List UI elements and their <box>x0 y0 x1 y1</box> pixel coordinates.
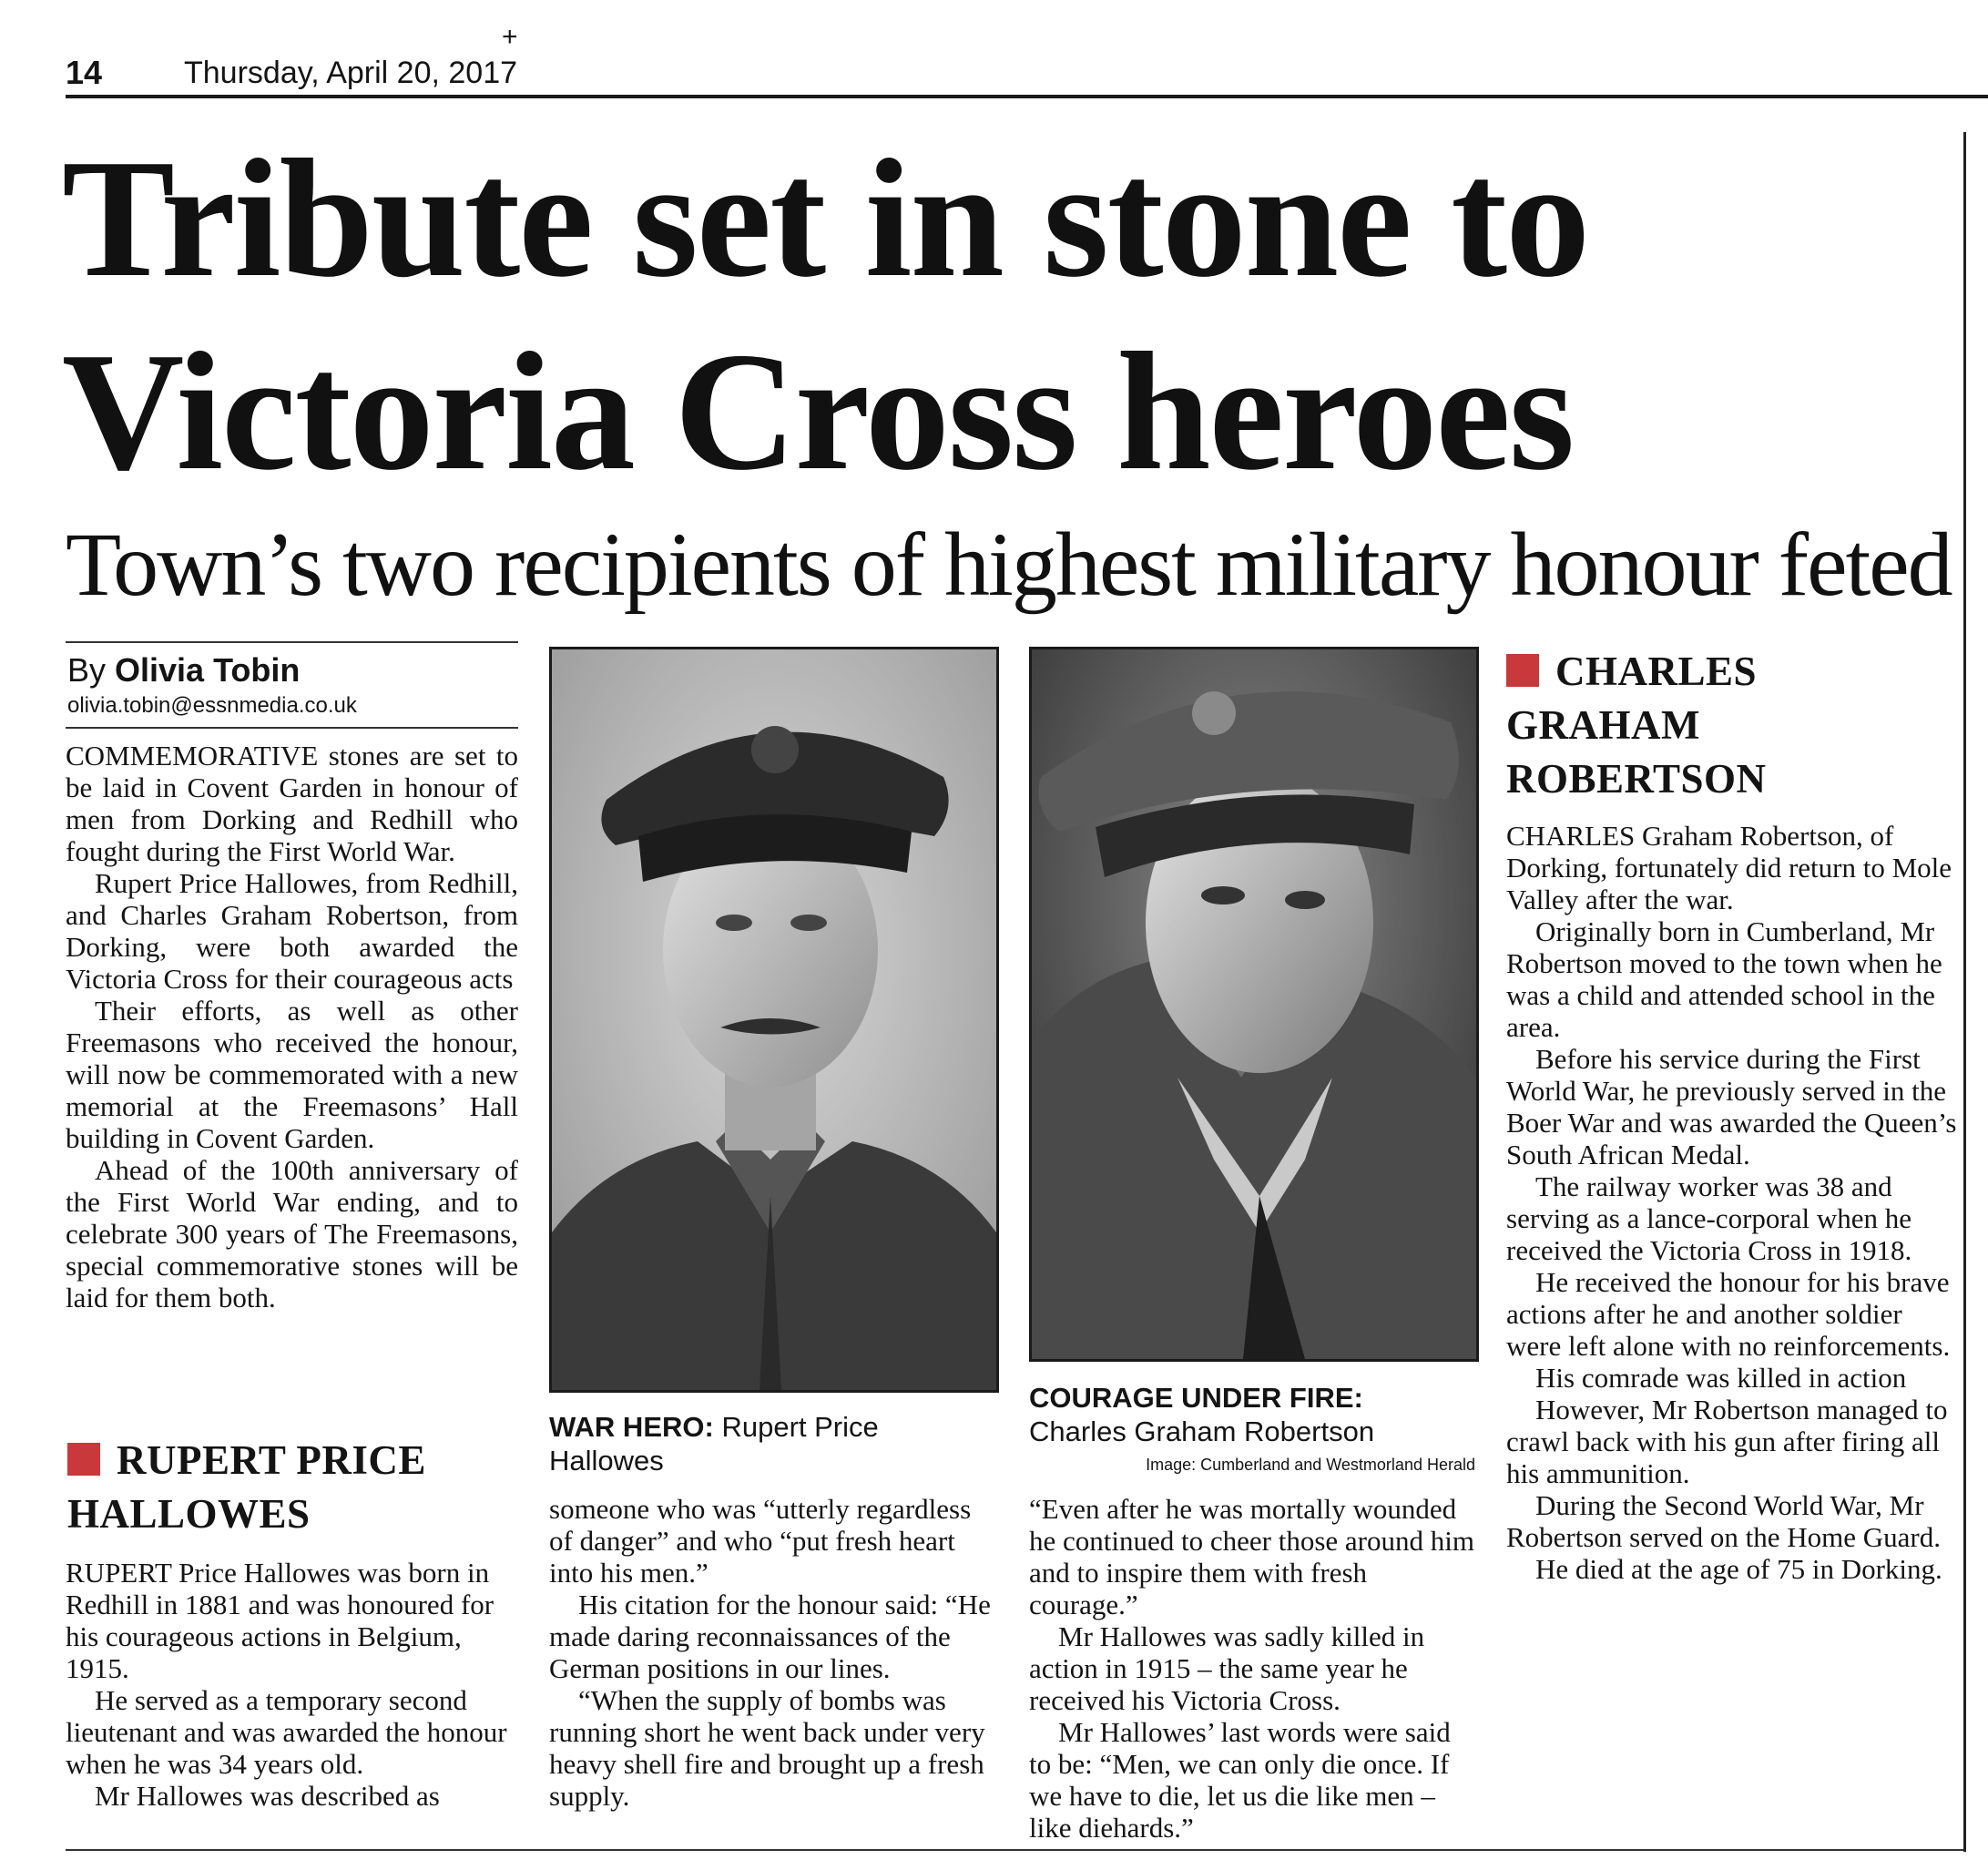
folio-line <box>66 53 1988 98</box>
photo-caption <box>1029 1381 1475 1448</box>
body-paragraph: He received the honour for his brave actions after he and another soldier were left alone with no reinforcements. <box>1506 1266 1951 1362</box>
body-paragraph: “Even after he was mortally wounded he continued to cheer those around him and to inspire them with fresh courage.” <box>1029 1493 1474 1620</box>
body-paragraph: Their efforts, as well as other Freemasons who received the honour, will now be commemorated with a new memorial at the Freemasons’ Hall building in Covent Garden. <box>66 995 518 1154</box>
body-paragraph: RUPERT Price Hallowes was born in Redhill in 1881 and was honoured for his courageous actions in Belgium, 1915. <box>66 1557 494 1684</box>
author-name: Olivia Tobin <box>115 651 301 689</box>
byline <box>66 641 518 729</box>
page-number: 14 <box>66 54 103 91</box>
bottom-rule <box>66 1849 1963 1851</box>
headline-line-1: Tribute set in stone to <box>62 125 1589 312</box>
body-paragraph: someone who was “utterly regardless of danger” and who “put fresh heart into his men.” <box>549 1493 972 1589</box>
robertson-column <box>1506 820 1958 1585</box>
red-square-marker <box>67 1443 100 1476</box>
caption-lead: COURAGE UNDER FIRE: <box>1029 1382 1363 1414</box>
author-email: olivia.tobin@essnmedia.co.uk <box>67 693 357 718</box>
column-2 <box>549 1493 995 1812</box>
caption-text: Charles Graham Robertson <box>1029 1415 1375 1447</box>
subheadline: Town’s two recipients of highest military honour feted <box>66 514 1952 615</box>
red-square-marker <box>1506 654 1539 687</box>
subhead-text: CHARLES GRAHAM ROBERTSON <box>1506 649 1767 802</box>
crop-mark: + <box>502 22 518 52</box>
body-paragraph: Originally born in Cumberland, Mr Robertson moved to the town when he was a child and attended school in the area. <box>1506 915 1942 1043</box>
body-paragraph: However, Mr Robertson managed to crawl back with his gun after firing all his ammunition. <box>1506 1394 1948 1489</box>
body-paragraph: Mr Hallowes was sadly killed in action in 1915 – the same year he received his Victoria Cross. <box>1029 1620 1425 1716</box>
body-paragraph: Before his service during the First World War, he previously served in the Boer War and was awarded the Queen’s South African Medal. <box>1506 1043 1957 1170</box>
subhead-robertson <box>1506 645 1934 806</box>
issue-date: Thursday, April 20, 2017 <box>184 56 518 90</box>
body-paragraph: “When the supply of bombs was running short he went back under very heavy shell fire and brought up a fresh supply. <box>549 1684 985 1812</box>
body-paragraph: COMMEMORATIVE stones are set to be laid in Covent Garden in honour of men from Dorking and Redhill who fought during the First World War. <box>66 740 518 867</box>
subhead-text: RUPERT PRICE HALLOWES <box>67 1437 426 1537</box>
body-paragraph: Ahead of the 100th anniversary of the First World War ending, and to celebrate 300 years of The Freemasons, special commemorative stones will be laid for them both. <box>66 1154 518 1313</box>
body-paragraph: He served as a temporary second lieutenant and was awarded the honour when he was 34 years old. <box>66 1684 507 1780</box>
byline-prefix: By <box>67 651 107 689</box>
body-paragraph: During the Second World War, Mr Robertson served on the Home Guard. <box>1506 1489 1941 1553</box>
photo-caption <box>549 1410 995 1477</box>
intro-column <box>66 740 518 1313</box>
caption-lead: WAR HERO: <box>549 1411 714 1443</box>
body-paragraph: Mr Hallowes’ last words were said to be: “Men, we can only die once. If we have to die, let us die like men – like diehards.” <box>1029 1716 1451 1844</box>
body-paragraph: He died at the age of 75 in Dorking. <box>1535 1553 1942 1585</box>
caption-text: Rupert Price Hallowes <box>549 1411 879 1477</box>
hallowes-column <box>66 1557 518 1812</box>
portrait-photo-icon <box>552 649 996 1390</box>
portrait-photo-icon <box>1032 649 1476 1359</box>
column-3 <box>1029 1493 1475 1844</box>
column-rule <box>1963 132 1966 1852</box>
body-paragraph: The railway worker was 38 and serving as a lance-corporal when he received the Victoria Cross in 1918. <box>1506 1170 1912 1266</box>
photo-credit: Image: Cumberland and Westmorland Herald <box>1146 1456 1475 1474</box>
body-paragraph: CHARLES Graham Robertson, of Dorking, fortunately did return to Mole Valley after the war. <box>1506 820 1952 915</box>
photo-charles-robertson <box>1029 647 1479 1362</box>
body-paragraph: His citation for the honour said: “He made daring reconnaissances of the German positions in our lines. <box>549 1589 991 1684</box>
headline-line-2: Victoria Cross heroes <box>62 318 1574 506</box>
byline-author <box>67 652 300 689</box>
body-paragraph: Mr Hallowes was described as <box>95 1780 440 1812</box>
body-paragraph: Rupert Price Hallowes, from Redhill, and Charles Graham Robertson, from Dorking, were both awarded the Victoria Cross for their courageous acts <box>66 867 518 995</box>
subhead-hallowes <box>67 1434 523 1541</box>
photo-rupert-hallowes <box>549 647 999 1393</box>
body-paragraph: His comrade was killed in action <box>1535 1362 1907 1394</box>
